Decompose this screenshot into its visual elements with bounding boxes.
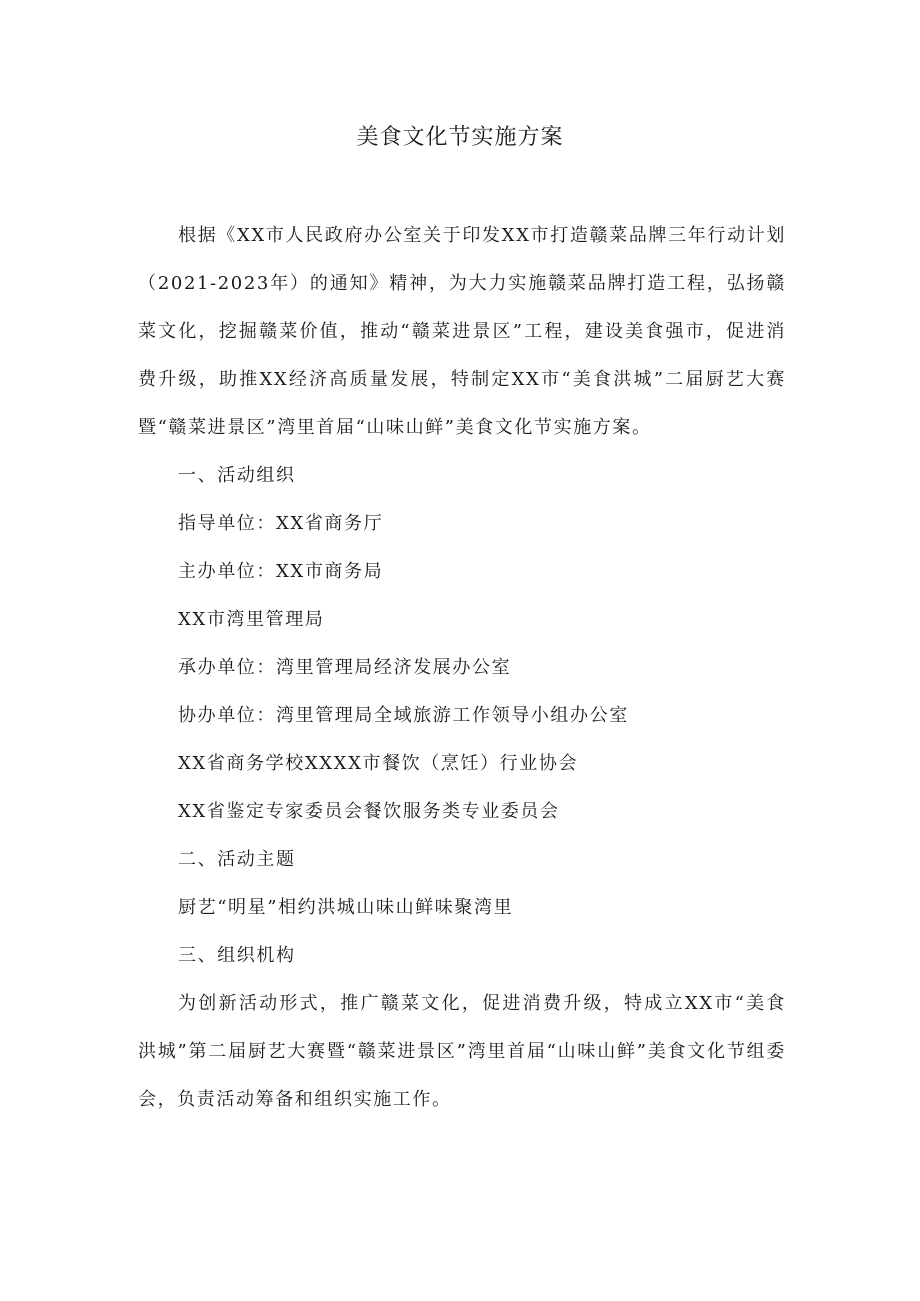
paragraph-theme: 厨艺“明星”相约洪城山味山鲜味聚湾里	[178, 897, 514, 918]
paragraph-guiding-unit: 指导单位：XX省商务厅	[178, 513, 384, 534]
paragraph-intro: 根据《XX市人民政府办公室关于印发XX市打造赣菜品牌三年行动计划（2021-2023年）的通知》精神，为大力实施赣菜品牌打造工程，弘扬赣菜文化，挖掘赣菜价值，推动“赣菜进景区”工程，建设美食强市，促进消费升级，助推XX经济高质量发展，特制定XX市“美食洪城”二届厨艺大赛暨“赣菜进景区”湾里首届“山味山鲜”美食文化节实施方案。	[138, 225, 786, 438]
paragraph-co-organizer-2: XX省商务学校XXXX市餐饮（烹饪）行业协会	[178, 753, 579, 774]
heading-organization-structure: 三、组织机构	[178, 945, 296, 966]
document-title: 美食文化节实施方案	[356, 125, 564, 150]
paragraph-host-unit: 主办单位：XX市商务局	[178, 561, 384, 582]
heading-activity-theme: 二、活动主题	[178, 849, 296, 870]
paragraph-organizer-unit: 承办单位：湾里管理局经济发展办公室	[178, 657, 512, 678]
paragraph-host-unit-2: XX市湾里管理局	[178, 609, 325, 630]
document-body	[138, 212, 786, 1124]
paragraph-co-organizer-3: XX省鉴定专家委员会餐饮服务类专业委员会	[178, 801, 560, 822]
paragraph-committee: 为创新活动形式，推广赣菜文化，促进消费升级，特成立XX市“美食洪城”第二届厨艺大赛暨“赣菜进景区”湾里首届“山味山鲜”美食文化节组委会，负责活动筹备和组织实施工作。	[138, 993, 786, 1110]
paragraph-co-organizer: 协办单位：湾里管理局全域旅游工作领导小组办公室	[178, 705, 629, 726]
heading-activity-organization: 一、活动组织	[178, 465, 296, 486]
